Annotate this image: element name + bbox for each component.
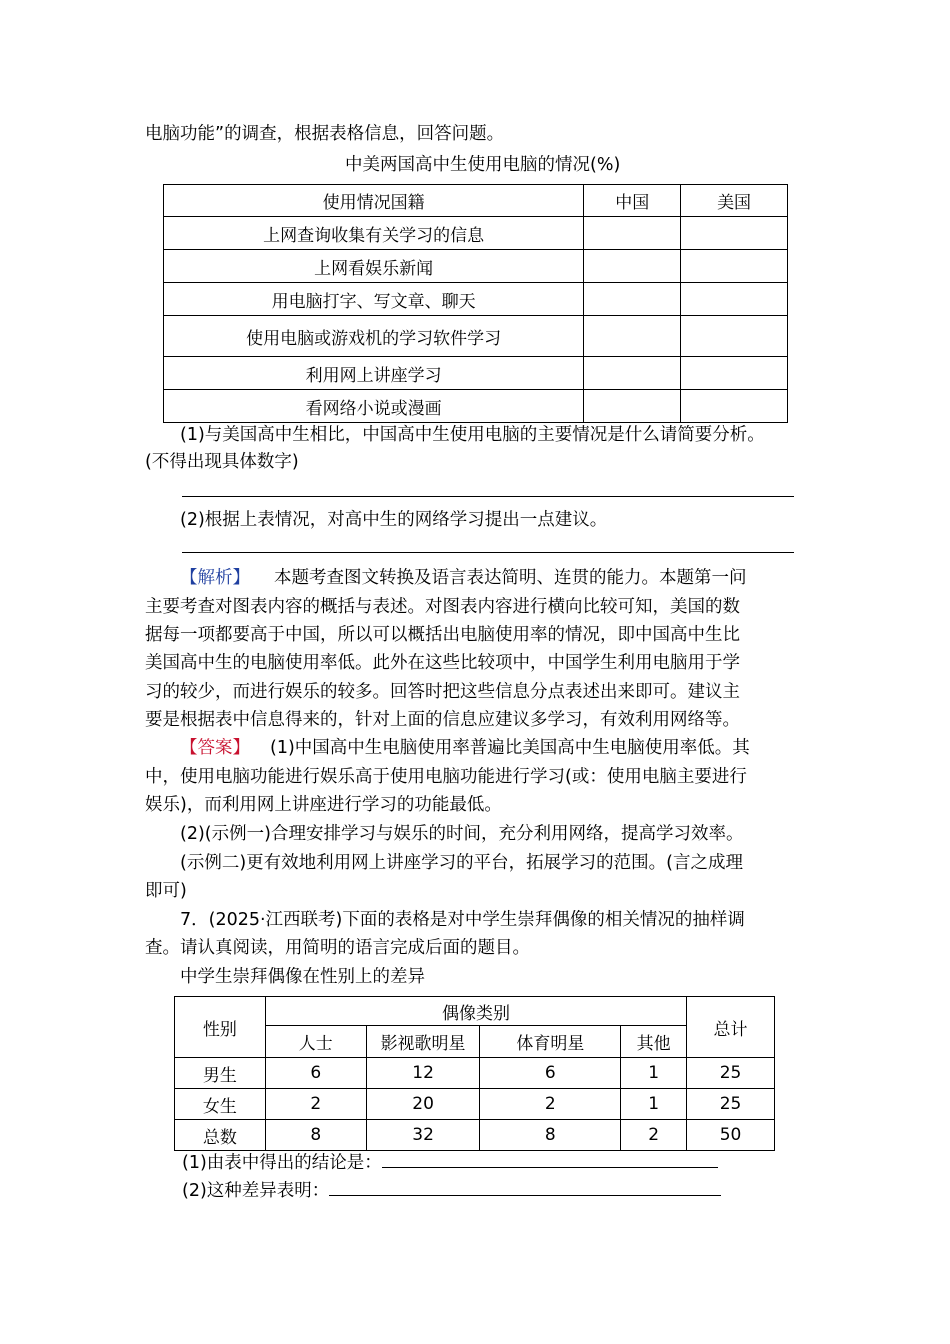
analysis-first-line bbox=[180, 563, 747, 593]
row-label: 总数 bbox=[175, 1120, 266, 1151]
row-label: 上网查询收集有关学习的信息 bbox=[164, 217, 584, 250]
analysis-line: 要是根据表中信息得来的，针对上面的信息应建议多学习，有效利用网络等。 bbox=[145, 710, 740, 730]
table-cell-total: 25 bbox=[687, 1058, 775, 1089]
table-row bbox=[164, 250, 788, 283]
question-1-line1: (1)与美国高中生相比，中国高中生使用电脑的主要情况是什么请简要分析。 bbox=[180, 425, 765, 445]
analysis-line: 据每一项都要高于中国，所以可以概括出电脑使用率的情况，即中国高中生比 bbox=[145, 625, 740, 645]
table-cell: 8 bbox=[265, 1120, 366, 1151]
analysis-line: 习的较少，而进行娱乐的较多。回答时把这些信息分点表述出来即可。建议主 bbox=[145, 682, 740, 702]
table-row bbox=[175, 1058, 775, 1089]
answer-line: 即可) bbox=[145, 881, 187, 901]
table-cell: 1 bbox=[621, 1089, 687, 1120]
question-7-line1: 7．(2025·江西联考)下面的表格是对中学生崇拜偶像的相关情况的抽样调 bbox=[180, 910, 745, 930]
category-header: 体育明星 bbox=[480, 1026, 621, 1058]
table-row bbox=[175, 1120, 775, 1151]
row-label: 男生 bbox=[175, 1058, 266, 1089]
intro-line: 电脑功能”的调查，根据表格信息，回答问题。 bbox=[145, 124, 505, 144]
analysis-line: 主要考查对图表内容的概括与表述。对图表内容进行横向比较可知，美国的数 bbox=[145, 597, 740, 617]
table-header-row bbox=[175, 997, 775, 1026]
table-row bbox=[175, 1089, 775, 1120]
question-1-line2: (不得出现具体数字) bbox=[145, 452, 299, 472]
cell-china bbox=[584, 390, 681, 423]
answer-line-2[interactable] bbox=[182, 552, 794, 553]
table-row bbox=[164, 217, 788, 250]
sub-question-1-blank[interactable] bbox=[382, 1149, 718, 1168]
category-header: 其他 bbox=[621, 1026, 687, 1058]
sub-question-1 bbox=[182, 1148, 718, 1178]
row-label: 女生 bbox=[175, 1089, 266, 1120]
answer-tag: 【答案】 bbox=[180, 738, 250, 758]
analysis-text: 本题考查图文转换及语言表达简明、连贯的能力。本题第一问 bbox=[274, 568, 747, 588]
row-label: 用电脑打字、写文章、聊天 bbox=[164, 283, 584, 316]
table-row bbox=[164, 390, 788, 423]
cell-usa bbox=[681, 316, 788, 357]
question-7-line2: 查。请认真阅读，用简明的语言完成后面的题目。 bbox=[145, 938, 530, 958]
table2-title: 中学生崇拜偶像在性别上的差异 bbox=[180, 967, 425, 987]
row-label: 看网络小说或漫画 bbox=[164, 390, 584, 423]
table-cell: 32 bbox=[366, 1120, 480, 1151]
answer-text: (1)中国高中生电脑使用率普遍比美国高中生电脑使用率低。其 bbox=[270, 738, 750, 758]
category-header: 影视歌明星 bbox=[366, 1026, 480, 1058]
answer-line: 中，使用电脑功能进行娱乐高于使用电脑功能进行学习(或：使用电脑主要进行 bbox=[145, 767, 747, 787]
cell-china bbox=[584, 283, 681, 316]
answer-line: (示例二)更有效地利用网上讲座学习的平台，拓展学习的范围。(言之成理 bbox=[180, 853, 743, 873]
table1-title: 中美两国高中生使用电脑的情况(%) bbox=[345, 155, 621, 175]
table-cell-total: 25 bbox=[687, 1089, 775, 1120]
cell-china bbox=[584, 316, 681, 357]
row-label: 使用电脑或游戏机的学习软件学习 bbox=[164, 316, 584, 357]
question-2: (2)根据上表情况，对高中生的网络学习提出一点建议。 bbox=[180, 510, 608, 530]
table-cell: 2 bbox=[621, 1120, 687, 1151]
table-cell: 2 bbox=[480, 1089, 621, 1120]
usage-table bbox=[163, 184, 788, 423]
table-cell: 12 bbox=[366, 1058, 480, 1089]
table-row bbox=[164, 283, 788, 316]
table-row bbox=[164, 357, 788, 390]
answer-line: (2)(示例一)合理安排学习与娱乐的时间，充分利用网络，提高学习效率。 bbox=[180, 824, 744, 844]
category-header: 人士 bbox=[265, 1026, 366, 1058]
header-gender: 性别 bbox=[175, 997, 266, 1058]
header-usa: 美国 bbox=[681, 185, 788, 217]
cell-china bbox=[584, 250, 681, 283]
table-cell: 20 bbox=[366, 1089, 480, 1120]
sub-question-2 bbox=[182, 1176, 721, 1206]
sub-question-2-blank[interactable] bbox=[329, 1177, 721, 1196]
header-china: 中国 bbox=[584, 185, 681, 217]
table-row bbox=[164, 316, 788, 357]
table-cell: 6 bbox=[265, 1058, 366, 1089]
cell-usa bbox=[681, 390, 788, 423]
analysis-line: 美国高中生的电脑使用率低。此外在这些比较项中，中国学生利用电脑用于学 bbox=[145, 653, 740, 673]
table-cell: 2 bbox=[265, 1089, 366, 1120]
cell-usa bbox=[681, 357, 788, 390]
row-label: 利用网上讲座学习 bbox=[164, 357, 584, 390]
sub-question-2-label: (2)这种差异表明： bbox=[182, 1181, 330, 1201]
header-usage-nationality: 使用情况国籍 bbox=[164, 185, 584, 217]
table-cell: 1 bbox=[621, 1058, 687, 1089]
header-total: 总计 bbox=[687, 997, 775, 1058]
cell-usa bbox=[681, 250, 788, 283]
idol-table bbox=[174, 996, 775, 1151]
answer-line: 娱乐)，而利用网上讲座进行学习的功能最低。 bbox=[145, 795, 502, 815]
cell-china bbox=[584, 357, 681, 390]
sub-question-1-label: (1)由表中得出的结论是： bbox=[182, 1153, 382, 1173]
answer-line-1[interactable] bbox=[182, 496, 794, 497]
table-header-row bbox=[164, 185, 788, 217]
cell-china bbox=[584, 217, 681, 250]
table-subheader-row bbox=[175, 1026, 775, 1058]
analysis-tag: 【解析】 bbox=[180, 568, 250, 588]
table-cell: 8 bbox=[480, 1120, 621, 1151]
answer-first-line bbox=[180, 733, 750, 763]
table-cell: 6 bbox=[480, 1058, 621, 1089]
row-label: 上网看娱乐新闻 bbox=[164, 250, 584, 283]
cell-usa bbox=[681, 283, 788, 316]
cell-usa bbox=[681, 217, 788, 250]
header-idol-category: 偶像类别 bbox=[265, 997, 686, 1026]
table-cell-total: 50 bbox=[687, 1120, 775, 1151]
